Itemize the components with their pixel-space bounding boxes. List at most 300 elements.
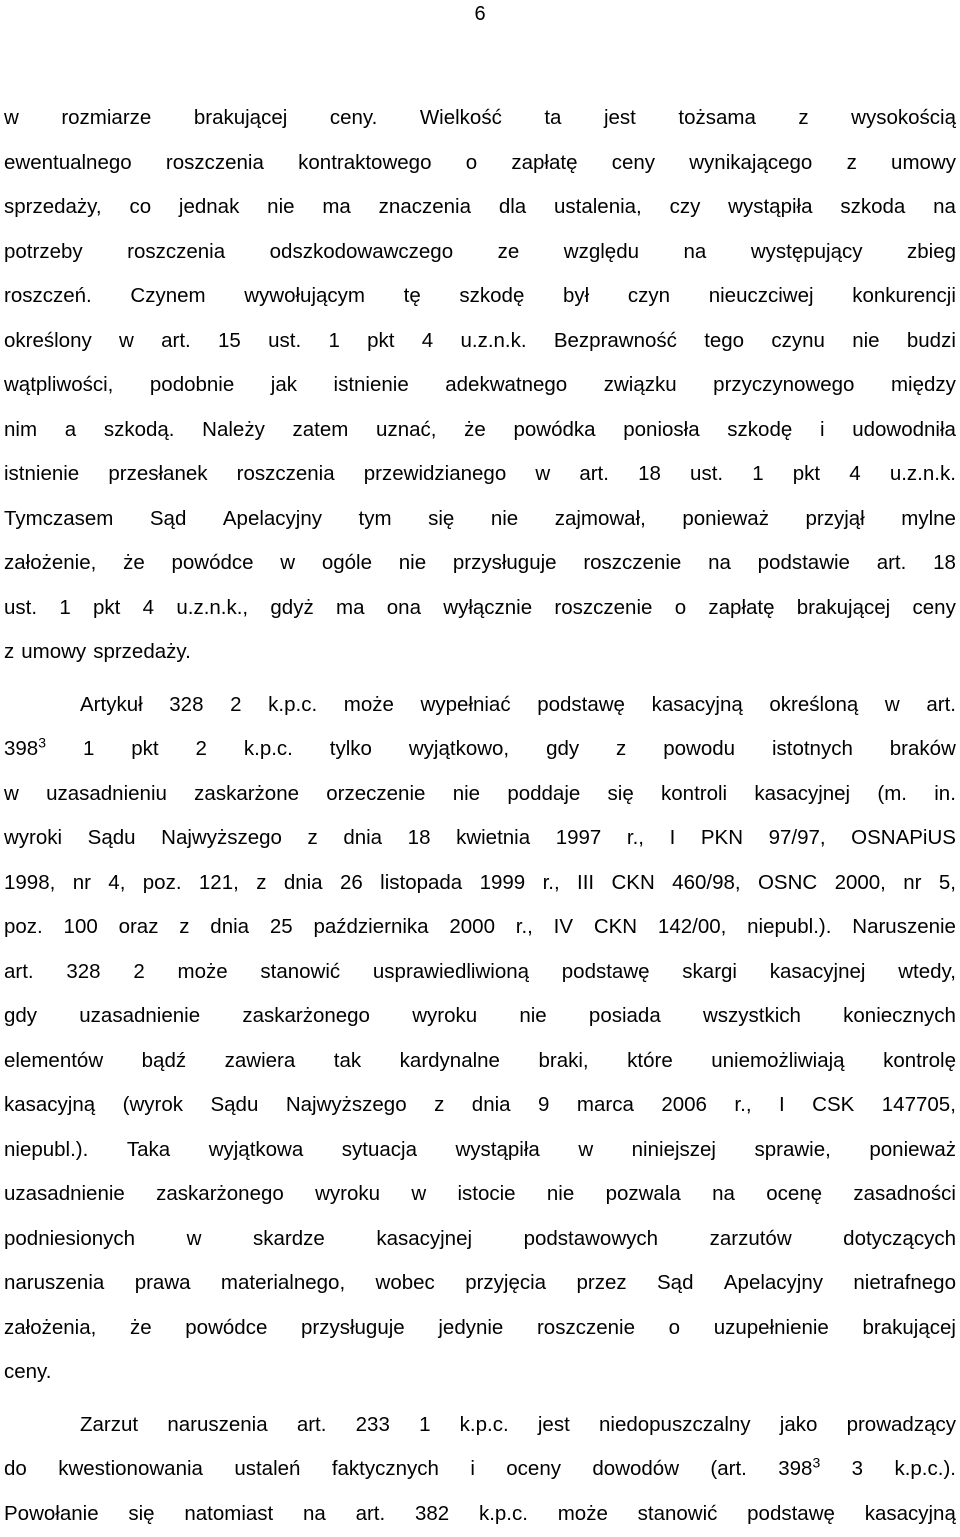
text-line xyxy=(4,950,956,995)
text-line xyxy=(4,1350,956,1395)
word: zaskarżonego xyxy=(242,1004,370,1027)
word: do xyxy=(4,1457,27,1480)
word: roszczenie xyxy=(536,1315,635,1339)
word: tym xyxy=(358,506,392,530)
word: marca xyxy=(576,1093,634,1116)
word: z xyxy=(256,870,267,894)
word: r., xyxy=(626,826,644,849)
word: ona xyxy=(386,595,421,619)
word: niepubl.). xyxy=(4,1137,89,1161)
word: kwestionowania xyxy=(58,1457,203,1480)
word: ceny. xyxy=(4,1360,52,1383)
word: ponieważ xyxy=(682,506,769,530)
word: pkt xyxy=(367,328,395,352)
word: szkoda xyxy=(840,195,906,218)
word: co xyxy=(129,195,152,218)
word: ustaleń xyxy=(234,1457,301,1480)
text-line xyxy=(4,1492,956,1537)
word: kardynalne xyxy=(399,1048,500,1072)
word: tak xyxy=(333,1048,362,1072)
word: 100 xyxy=(63,915,98,938)
word: k.p.c.). xyxy=(894,1457,956,1480)
word: z xyxy=(4,640,15,663)
text-line xyxy=(4,586,956,631)
word: w xyxy=(578,1137,594,1161)
word: tego xyxy=(704,328,745,352)
word: może xyxy=(343,692,394,716)
word: przysługuje xyxy=(301,1315,405,1339)
word: nie xyxy=(852,328,880,352)
text-line xyxy=(4,727,956,772)
text-line xyxy=(4,230,956,275)
word: nim xyxy=(4,417,38,441)
word: się xyxy=(428,506,455,530)
text-line xyxy=(4,1172,956,1217)
text-line xyxy=(4,772,956,817)
word: roszczenia xyxy=(127,239,226,263)
word: art. xyxy=(355,1501,386,1525)
word: ustalenia, xyxy=(554,195,642,218)
word: Należy xyxy=(202,417,265,441)
word: z xyxy=(307,826,318,849)
word: Zarzut xyxy=(80,1412,139,1436)
word: zbieg xyxy=(906,239,956,263)
word: 328 xyxy=(169,692,204,716)
word: ma xyxy=(322,195,351,218)
word: tę xyxy=(403,284,421,307)
word: Najwyższego xyxy=(285,1093,407,1116)
word: 2 xyxy=(133,959,145,983)
word: podniesionych xyxy=(4,1226,136,1250)
word: czynu xyxy=(771,328,825,352)
text-line xyxy=(4,861,956,906)
word: brakującej xyxy=(862,1315,956,1339)
word: na xyxy=(683,239,707,263)
word: podstawę xyxy=(537,692,625,716)
word: podstawowych xyxy=(523,1226,659,1250)
word: się xyxy=(128,1501,155,1525)
word: że xyxy=(464,417,486,441)
word: Sąd xyxy=(657,1271,694,1294)
word: istnienie xyxy=(4,462,80,485)
word: gdyż xyxy=(270,595,314,619)
word: i xyxy=(470,1457,475,1480)
word: mylne xyxy=(901,506,956,530)
word: elementów xyxy=(4,1048,104,1072)
word: nie xyxy=(398,551,427,574)
word: względu xyxy=(563,239,639,263)
word: powódce xyxy=(185,1315,268,1339)
word: Sądu xyxy=(210,1093,259,1116)
word: orzeczenie xyxy=(326,781,426,805)
word: czy xyxy=(669,195,701,218)
word: art. xyxy=(4,959,34,983)
word: braków xyxy=(889,737,956,760)
word: czyn xyxy=(627,284,671,307)
word: 1999 xyxy=(479,870,526,894)
text-line xyxy=(4,408,956,453)
word: które xyxy=(627,1048,673,1072)
word: uniemożliwiają xyxy=(711,1048,845,1072)
word: r., xyxy=(734,1093,752,1116)
word: Bezprawność xyxy=(553,328,677,352)
word: skardze xyxy=(252,1226,325,1250)
word: z xyxy=(616,737,627,760)
word: wywołującym xyxy=(244,284,365,307)
word: przewidzianego xyxy=(363,462,507,485)
word: sprzedaży. xyxy=(93,640,191,663)
word: w xyxy=(280,551,296,574)
word: jedynie xyxy=(438,1315,504,1339)
word: PKN xyxy=(700,826,743,849)
word: 1 xyxy=(752,462,764,485)
word: wyroku xyxy=(412,1004,478,1027)
word: wyroki xyxy=(4,826,63,849)
word: zajmował, xyxy=(554,506,646,530)
word: powodu xyxy=(663,737,736,760)
word: 4 xyxy=(849,462,861,485)
word: rozmiarze xyxy=(61,106,152,129)
word: umowy xyxy=(891,150,956,174)
word: art. xyxy=(926,692,956,716)
word: zaskarżonego xyxy=(156,1182,284,1205)
word: dnia xyxy=(343,826,383,849)
word: wyjątkowa xyxy=(208,1137,304,1161)
word: I xyxy=(778,1093,785,1116)
word: jednak xyxy=(178,195,240,218)
word: na xyxy=(933,195,956,218)
word: Powołanie xyxy=(4,1501,99,1525)
word: istocie xyxy=(457,1182,516,1205)
word: stanowić xyxy=(260,959,341,983)
word: materialnego, xyxy=(220,1271,346,1294)
word: przysługuje xyxy=(452,551,557,574)
word: niepubl.). xyxy=(747,915,832,938)
word: w xyxy=(186,1226,202,1250)
word: ewentualnego xyxy=(4,150,132,174)
word: jest xyxy=(537,1412,570,1436)
word: kasacyjną xyxy=(864,1501,956,1525)
word: listopada xyxy=(380,870,463,894)
word: uzupełnienie xyxy=(713,1315,829,1339)
word: ponieważ xyxy=(869,1137,956,1161)
word: kasacyjnej xyxy=(376,1226,473,1250)
word: o xyxy=(668,1315,681,1339)
word: października xyxy=(313,915,429,938)
text-line xyxy=(4,497,956,542)
word: nie xyxy=(267,195,295,218)
word: wypełniać xyxy=(420,692,511,716)
word: tożsama xyxy=(678,106,756,129)
word: kontrolę xyxy=(883,1048,956,1072)
word: dnia xyxy=(210,915,250,938)
word: kasacyjnej xyxy=(754,781,851,805)
word: 2000 xyxy=(449,915,495,938)
word: roszczenie xyxy=(583,551,682,574)
word: k.p.c. xyxy=(243,737,293,760)
word: OSNAPiUS xyxy=(851,826,956,849)
word: nie xyxy=(519,1004,547,1027)
word: III xyxy=(577,870,595,894)
word: braki, xyxy=(538,1048,589,1072)
word: nietrafnego xyxy=(853,1271,956,1294)
word: założenie, xyxy=(4,551,97,574)
word: dowodów xyxy=(592,1457,680,1480)
word: budzi xyxy=(906,328,956,352)
word: wystąpiła xyxy=(728,195,813,218)
text-line xyxy=(4,994,956,1039)
word: CKN xyxy=(593,915,638,938)
word: o xyxy=(465,150,478,174)
word: $398^3$ xyxy=(4,734,47,760)
word: 121, xyxy=(198,870,239,894)
word: w xyxy=(411,1182,427,1205)
word: wystąpiła xyxy=(455,1137,540,1161)
word: ze xyxy=(497,239,520,263)
text-line xyxy=(4,1083,956,1128)
word: niniejszej xyxy=(631,1137,716,1161)
text-line xyxy=(4,541,956,586)
word: był xyxy=(563,284,590,307)
word: nr xyxy=(903,870,922,894)
word: brakującej xyxy=(193,106,288,129)
word: poddaje xyxy=(507,781,581,805)
word: prowadzący xyxy=(846,1412,956,1436)
word: 5, xyxy=(938,870,956,894)
word: 2 xyxy=(230,692,242,716)
word: 15 xyxy=(218,328,241,352)
word: Artykuł xyxy=(80,692,143,716)
word: wyjątkowo, xyxy=(408,737,510,760)
word: nie xyxy=(490,506,519,530)
word: jako xyxy=(779,1412,818,1436)
word: na xyxy=(712,1182,735,1205)
word: sprawie, xyxy=(754,1137,831,1161)
word: w xyxy=(535,462,551,485)
word: kontroli xyxy=(661,781,728,805)
text-line xyxy=(4,1217,956,1262)
word: 26 xyxy=(339,870,363,894)
word: istotnych xyxy=(771,737,853,760)
word: się xyxy=(607,781,634,805)
word: art. xyxy=(876,551,907,574)
word: naruszenia xyxy=(167,1412,268,1436)
text-line xyxy=(4,1447,956,1492)
word: kasacyjnej xyxy=(769,959,866,983)
word: sytuacja xyxy=(341,1137,417,1161)
word: w xyxy=(119,328,134,352)
word: Czynem xyxy=(130,284,206,307)
word: 2000, xyxy=(834,870,886,894)
word: 382 xyxy=(414,1501,450,1525)
word: bądź xyxy=(141,1048,187,1072)
word: podobnie xyxy=(149,373,235,396)
text-line xyxy=(4,630,956,675)
document-body xyxy=(4,96,956,1536)
text-line xyxy=(4,1306,956,1351)
word: Tymczasem xyxy=(4,506,114,530)
word: art. xyxy=(296,1412,327,1436)
word: między xyxy=(890,373,956,396)
word: wobec xyxy=(375,1271,435,1294)
word: wyłącznie xyxy=(443,595,533,619)
text-line xyxy=(4,683,956,728)
word: ceny xyxy=(611,150,656,174)
text-line xyxy=(4,1128,956,1173)
word: zapłatę xyxy=(708,595,775,619)
word: zarzutów xyxy=(709,1226,792,1250)
word: k.p.c. xyxy=(478,1501,528,1525)
text-line xyxy=(4,452,956,497)
text-line xyxy=(4,319,956,364)
word: z xyxy=(434,1093,445,1116)
word: 18 xyxy=(933,551,956,574)
word: uzasadnieniu xyxy=(46,781,167,805)
word: dnia xyxy=(283,870,323,894)
word: 328 xyxy=(66,959,101,983)
word: art. xyxy=(161,328,191,352)
word: w xyxy=(884,692,900,716)
word: a xyxy=(64,417,77,441)
word: może xyxy=(177,959,228,983)
word: z xyxy=(179,915,190,938)
word: zatem xyxy=(292,417,349,441)
word: ogóle xyxy=(321,551,373,574)
word: Wielkość xyxy=(419,106,502,129)
word: k.p.c. xyxy=(268,692,318,716)
word: 142/00, xyxy=(657,915,727,938)
word: koniecznych xyxy=(843,1004,956,1027)
word: kasacyjną xyxy=(651,692,743,716)
word: może xyxy=(557,1501,608,1525)
word: o xyxy=(674,595,687,619)
word: 4, xyxy=(108,870,126,894)
word: niedopuszczalny xyxy=(598,1412,751,1436)
word: 1 xyxy=(419,1412,431,1436)
word: gdy xyxy=(546,737,580,760)
word: k.p.c. xyxy=(459,1412,509,1436)
word: (m. xyxy=(877,781,907,805)
word: usprawiedliwioną xyxy=(372,959,530,983)
word: IV xyxy=(553,915,574,938)
word: pkt xyxy=(131,737,159,760)
word: uzasadnienie xyxy=(4,1182,125,1205)
word: nie xyxy=(452,781,481,805)
word: ta xyxy=(544,106,562,129)
word: skargi xyxy=(682,959,737,983)
word: pkt xyxy=(792,462,821,485)
text-line xyxy=(4,1403,956,1448)
word: Sądu xyxy=(87,826,136,849)
word: 147705, xyxy=(881,1093,956,1116)
word: udowodniła xyxy=(852,417,956,441)
word: oraz xyxy=(118,915,159,938)
word: gdy xyxy=(4,1004,38,1027)
word: Najwyższego xyxy=(161,826,282,849)
word: 18 xyxy=(638,462,661,485)
word: kwietnia xyxy=(456,826,531,849)
word: że xyxy=(123,551,145,574)
word: adekwatnego xyxy=(445,373,568,396)
word: posiada xyxy=(588,1004,661,1027)
word: oceny xyxy=(506,1457,561,1480)
word: uznać, xyxy=(376,417,437,441)
word: 460/98, xyxy=(672,870,741,894)
word: wyroku xyxy=(315,1182,381,1205)
word: 97/97, xyxy=(768,826,826,849)
text-line xyxy=(4,185,956,230)
word: dotyczących xyxy=(843,1226,956,1250)
word: ust. xyxy=(690,462,724,485)
word: wątpliwości, xyxy=(4,373,114,396)
word: na xyxy=(303,1501,326,1525)
word: u.z.n.k., xyxy=(176,595,249,619)
text-line xyxy=(4,96,956,141)
word: brakującej xyxy=(796,595,891,619)
word: zaskarżone xyxy=(194,781,300,805)
word: umowy xyxy=(21,640,87,663)
word: naruszenia xyxy=(4,1271,105,1294)
word: roszczenia xyxy=(165,150,264,174)
word: art. xyxy=(579,462,609,485)
word: przesłanek xyxy=(108,462,208,485)
word: 1 xyxy=(82,737,95,760)
text-line xyxy=(4,1039,956,1084)
text-line xyxy=(4,274,956,319)
word: sprzedaży, xyxy=(4,195,102,218)
word: pkt xyxy=(93,595,121,619)
word: kasacyjną xyxy=(4,1093,96,1116)
word: szkodą. xyxy=(103,417,175,441)
word: określony xyxy=(4,328,92,352)
word: w xyxy=(4,106,19,129)
text-line xyxy=(4,905,956,950)
word: znaczenia xyxy=(378,195,471,218)
word: 18 xyxy=(407,826,431,849)
word: natomiast xyxy=(184,1501,274,1525)
text-line xyxy=(4,141,956,186)
word: in. xyxy=(934,781,956,805)
word: z xyxy=(846,150,857,174)
word: potrzeby xyxy=(4,239,83,263)
word: przyczynowego xyxy=(713,373,855,396)
word: zawiera xyxy=(224,1048,296,1072)
word: faktycznych xyxy=(331,1457,439,1480)
word: 1997 xyxy=(555,826,602,849)
word: Sąd xyxy=(149,506,187,530)
word: dla xyxy=(498,195,527,218)
word: 4 xyxy=(142,595,155,619)
word: 25 xyxy=(269,915,293,938)
word: związku xyxy=(603,373,677,396)
word: założenia, xyxy=(4,1315,97,1339)
page-number: 6 xyxy=(474,3,486,25)
word: r., xyxy=(542,870,560,894)
word: roszczenie xyxy=(554,595,653,619)
word: $398^3$ xyxy=(778,1454,821,1480)
word: ceny xyxy=(912,595,956,619)
word: Apelacyjny xyxy=(222,506,323,530)
word: przyjęcia xyxy=(465,1271,547,1294)
word: pozwala xyxy=(605,1182,681,1205)
word: roszczenia xyxy=(236,462,335,485)
word: jak xyxy=(270,373,297,396)
word: 2006 xyxy=(661,1093,707,1116)
word: nieuczciwej xyxy=(708,284,814,307)
word: 1 xyxy=(59,595,71,619)
word: w xyxy=(4,781,19,805)
word: u.z.n.k. xyxy=(889,462,956,485)
